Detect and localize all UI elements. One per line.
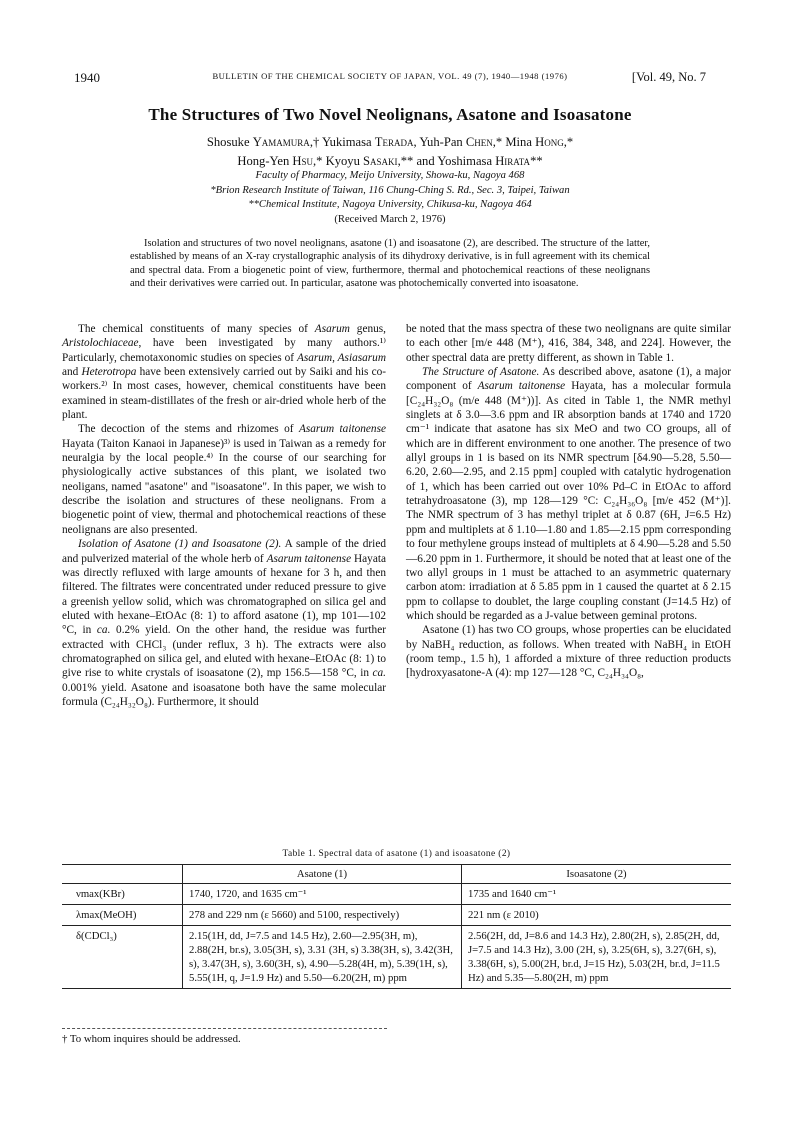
italic-run: Heterotropa (81, 366, 137, 379)
affiliation-3: **Chemical Institute, Nagoya University, Chikusa-ku, Nagoya 464 (248, 199, 532, 210)
text-run: As described above, asatone (1), a major component of (406, 366, 731, 393)
table-header-isoasatone: Isoasatone (2) (462, 865, 732, 884)
author-family: Chen (465, 135, 493, 149)
table-header-empty (62, 865, 183, 884)
table-header-row (62, 865, 731, 884)
author-given: Hong-Yen (237, 154, 293, 168)
page-number: 1940 (74, 70, 100, 85)
author-family: Sasaki (363, 154, 398, 168)
italic-run: ca. (372, 667, 386, 680)
author-family: Hirata (495, 154, 531, 168)
author-family: Hong (535, 135, 564, 149)
table-row (62, 926, 731, 989)
cell-asatone: 278 and 229 nm (ε 5660) and 5100, respectively) (183, 905, 462, 926)
journal-citation: BULLETIN OF THE CHEMICAL SOCIETY OF JAPAN, VOL. 49 (7), 1940—1948 (1976) (212, 71, 568, 81)
running-header (74, 70, 706, 86)
author-list (150, 133, 630, 171)
author-given: Shosuke (206, 135, 253, 149)
section-heading: Isolation of Asatone (1) and Isoasatone (2). (78, 538, 282, 551)
abstract-text: Isolation and structures of two novel neolignans, asatone (1) and isoasatone (2), are described. The structure of the latter, established by means of an X-ray crystallographic analysis of its dihydroxy derivative, is in full agreement with its chemical and spectral data. From a biogenetic point of view, furthermore, thermal and photochemical reactions of these neolignans and their derivatives were carried out. In particular, asatone was photochemically converted into isoasatone. (130, 238, 650, 290)
author-mark: ,* (563, 135, 574, 149)
author-mark: ,** and (397, 154, 438, 168)
italic-run: Aristolochiaceae (62, 337, 139, 350)
text-run: The decoction of the stems and rhizomes of (78, 423, 299, 436)
cell-asatone: 1740, 1720, and 1635 cm⁻¹ (183, 884, 462, 905)
author-family: Hsu (292, 154, 314, 168)
row-label: νmax(KBr) (62, 884, 183, 905)
table-row (62, 905, 731, 926)
paragraph-isolation (62, 537, 386, 709)
text-run: The chemical constituents of many species of (78, 323, 315, 335)
text-run: and (62, 366, 82, 379)
text-run: , have been investigated by many authors.¹⁾ Particularly, chemotaxonomic studies on species of (62, 337, 386, 364)
article-title: The Structures of Two Novel Neolignans, Asatone and Isoasatone (148, 105, 632, 124)
paragraph-mass-spectra: be noted that the mass spectra of these two neolignans are quite similar to each other [m/e 448 (M⁺), 416, 384, 348, and 224]. However, the other spectral data are pretty different, as shown in Table 1. (406, 323, 731, 364)
text-run: 0.001% yield. Asatone and isoasatone both have the same molecular formula (C₂₄H₃₂O₈). Furthermore, it should (62, 681, 386, 708)
author-family: Yamamura (252, 135, 310, 149)
text-run: Hayata (Taiton Kanaoi in Japanese)³⁾ is used in Taiwan as a remedy for neuralgia by the local people.⁴⁾ In the course of our searching for physiologically active substances of this plant, we isolated two neoligans, named "asatone" and "isoasatone". In this paper, we wish to describe the isolation and structures of these neolignans. From a biogenetic point of view, thermal and photochemical reactions of these neolignans are also presented. (62, 437, 386, 536)
cell-isoasatone: 1735 and 1640 cm⁻¹ (462, 884, 732, 905)
author-mark: ,† (309, 135, 322, 149)
author-given: Yukimasa (321, 135, 375, 149)
text-run: genus, (349, 323, 386, 335)
left-column (62, 322, 386, 709)
cell-isoasatone: 221 nm (ε 2010) (462, 905, 732, 926)
row-label: λmax(MeOH) (62, 905, 183, 926)
table-caption: Table 1. Spectral data of asatone (1) and isoasatone (2) (282, 849, 511, 859)
paragraph-reduction: Asatone (1) has two CO groups, whose properties can be elucidated by NaBH₄ reduction, as follows. When treated with NaBH₄ in EtOH (room temp., 1.5 h), 1 afforded a mixture of three reduction products [hydroxyasatone-A (4): mp 127—128 °C, C₂₄H₃₄O₈, (406, 624, 731, 680)
paragraph-intro-1 (62, 322, 386, 422)
italic-run: Asarum, Asiasarum (296, 351, 386, 364)
row-label: δ(CDCl₃) (62, 926, 183, 989)
author-given: Yoshimasa (437, 154, 496, 168)
italic-run: Asarum (314, 323, 350, 335)
text-run: 0.2% yield. On the other hand, the residue was further extracted with CHCl₃ (under reflux, 3 h). The extracts were also chromatographed on silica gel, and eluted with hexane–EtOAc (8: 1) to give rise to white crystals of isoasatone (2), mp 156.5—158 °C, in (62, 624, 386, 680)
spectral-data-table (62, 864, 731, 989)
author-mark: ** (530, 154, 543, 168)
author-given: Kyoyu (325, 154, 364, 168)
author-given: Yuh-Pan (419, 135, 466, 149)
italic-run: ca. (96, 624, 111, 637)
paragraph-structure-asatone (406, 365, 731, 623)
author-family: Terada (374, 135, 414, 149)
text-run: Hayata was directly refluxed with large amounts of hexane for 3 h, and then filtered. The filtrates were concentrated under reduced pressure to give a greenish yellow solid, which was chromatographed on silica gel and eluted with hexane–EtOAc (8: 1) to afford asatone (1), mp 101—102 °C, in (62, 552, 386, 637)
section-heading: The Structure of Asatone. (422, 366, 540, 379)
text-run: Hayata, has a molecular formula [C₂₄H₃₂O₈ (m/e 448 (M⁺))]. As cited in Table 1, the NMR methyl singlets at δ 3.0—3.6 ppm and IR absorption bands at 1740 and 1720 cm⁻¹ indicate that asatone has six MeO and two CO groups, all of which are in different environment to one another. The presence of two allyl groups in 1 is based on its NMR spectrum [δ4.90—5.28, 5.50—6.20, 2.60—2.95, and 2.15 ppm] coupled with catalytic hydrogenation of 1, which has been carried out over 10% Pd–C in EtOAc to afford tetrahydroasatone (3), mp 128—129 °C: C₂₄H₃₆O₈ [m/e 452 (M⁺)]. The NMR spectrum of 3 has methyl triplet at δ 0.87 (6H, J=6.5 Hz) ppm and multiplets at δ 1.10—1.80 and 1.85—2.15 ppm corresponding to four methylene groups instead of multiplets at δ 4.90—5.28 and 5.50—6.20 ppm in 1. Furthermore, it should be noted that at least one of the two allyl groups in 1 must be attached to an asymmetric quaternary carbon atom: irradiation at δ 5.85 ppm in 1 caused the quartet at δ 2.15 ppm to collapse to doublet, the large coupling constant (J=14.5 Hz) of which should be regarded as a J-value between geminal protons. (406, 380, 731, 622)
italic-run: Asarum taitonense (477, 380, 566, 393)
italic-run: Asarum taitonense (298, 423, 386, 436)
footnote-rule (62, 1028, 387, 1029)
author-line-1 (150, 133, 630, 152)
affiliation-1: Faculty of Pharmacy, Meijo University, Showa-ku, Nagoya 468 (255, 170, 525, 181)
affiliation-2: *Brion Research Institute of Taiwan, 116 Chung-Ching S. Rd., Sec. 3, Taipei, Taiwan (210, 184, 570, 196)
footnote: † To whom inquires should be addressed. (62, 1033, 241, 1045)
author-mark: , (413, 135, 420, 149)
paragraph-intro-2 (62, 422, 386, 537)
cell-isoasatone: 2.56(2H, dd, J=8.6 and 14.3 Hz), 2.80(2H, s), 2.85(2H, dd, J=7.5 and 14.3 Hz), 3.00 (2H, s), 3.25(6H, s), 3.27(6H, s), 3.38(6H, s), 5.00(2H, br.d, J=15 Hz), 5.03(2H, br.d, J=11.5 Hz) and 5.35—5.80(2H, m) ppm (462, 926, 732, 989)
abstract (130, 237, 650, 291)
author-mark: ,* (492, 135, 506, 149)
right-column (406, 322, 731, 681)
author-given: Mina (505, 135, 536, 149)
cell-asatone: 2.15(1H, dd, J=7.5 and 14.5 Hz), 2.60—2.95(3H, m), 2.88(2H, br.s), 3.05(3H, s), 3.31 (3H, s) 3.38(3H, s), 3.42(3H, s), 3.47(3H, s), 3.60(3H, s), 4.90—5.28(4H, m), 5.39(1H, s), 5.55(1H, q, J=1.9 Hz) and 5.50—6.20(2H, m) ppm (183, 926, 462, 989)
volume-issue: [Vol. 49, No. 7 (631, 70, 706, 84)
table-header-asatone: Asatone (1) (183, 865, 462, 884)
received-date: (Received March 2, 1976) (334, 213, 446, 225)
text-run: have been extensively carried out by Saiki and his co-workers.²⁾ In most cases, however, chemical constituents have been examined in steam-distillates of the fresh or air-dried whole herb of the plant. (62, 366, 386, 422)
table-row (62, 884, 731, 905)
text-run: A sample of the dried and pulverized material of the whole herb of (62, 538, 386, 565)
author-mark: ,* (313, 154, 326, 168)
italic-run: Asarum taitonense (266, 552, 352, 565)
affiliations (100, 169, 680, 227)
